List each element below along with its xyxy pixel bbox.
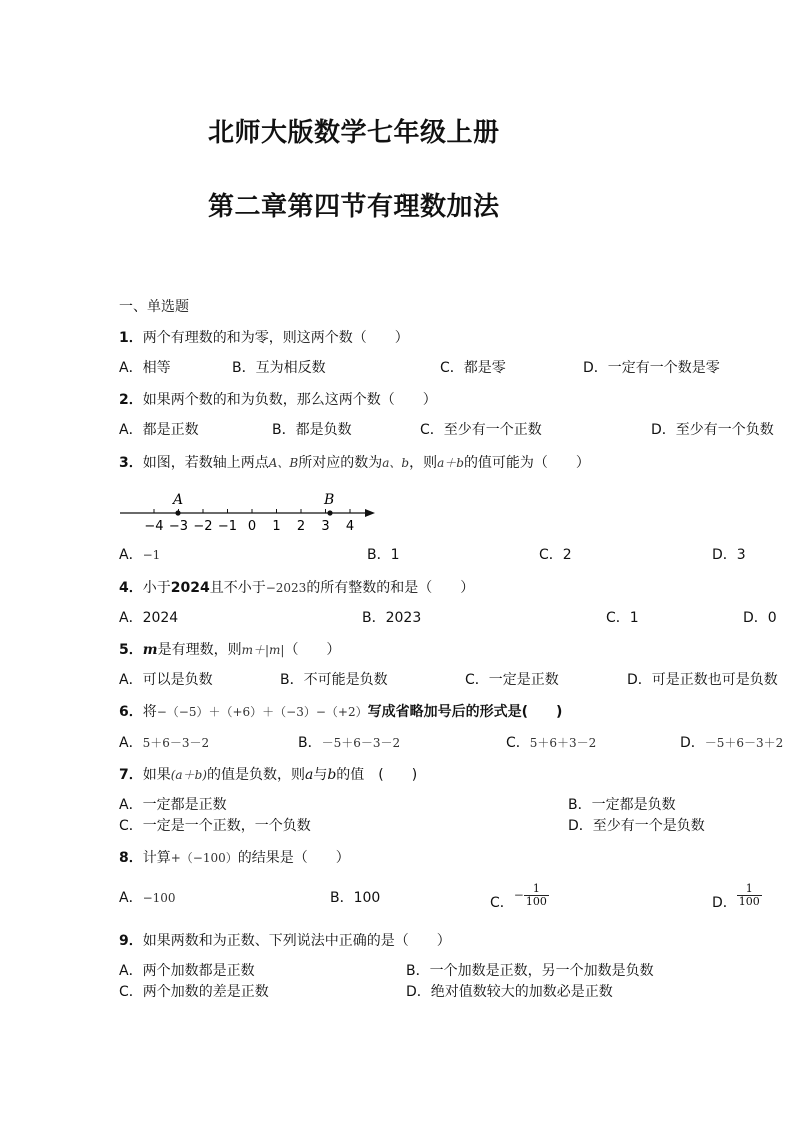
fraction-sign: − xyxy=(513,888,524,902)
question-text-mid2: ，则 xyxy=(409,455,438,471)
tick-label: −2 xyxy=(193,519,213,534)
option-letter: B． xyxy=(298,735,322,751)
option-letter: A． xyxy=(119,547,143,563)
q1-option-d[interactable]: D．一定有一个数是零 xyxy=(583,360,720,376)
q3-option-a[interactable] xyxy=(119,545,160,565)
question-number: 6． xyxy=(119,704,143,720)
tick-label: 3 xyxy=(321,519,330,534)
vars-expr: a、b xyxy=(382,456,410,470)
option-value: －5＋6－3－2 xyxy=(321,736,401,750)
tick-label: −4 xyxy=(144,519,164,534)
question-2 xyxy=(119,390,437,410)
q8-option-b[interactable]: B．100 xyxy=(330,890,381,906)
question-number: 8． xyxy=(119,850,143,866)
q2-option-d[interactable]: D．至少有一个负数 xyxy=(651,422,774,438)
fraction-denominator: 100 xyxy=(525,894,547,908)
sum-expr: a＋b xyxy=(437,456,464,470)
question-4 xyxy=(119,578,474,598)
q8-option-c[interactable] xyxy=(490,880,549,918)
question-text-pre: 将 xyxy=(142,704,157,720)
option-letter: A． xyxy=(119,890,143,906)
q4-option-c[interactable]: C．1 xyxy=(606,610,639,626)
q3-option-c[interactable]: C．2 xyxy=(539,547,572,563)
number-line-figure xyxy=(118,490,388,536)
question-text-pre: 计算 xyxy=(142,850,171,866)
q6-option-a[interactable] xyxy=(119,733,209,753)
q7-option-d[interactable]: D．至少有一个是负数 xyxy=(568,818,705,834)
tick-label: 1 xyxy=(272,519,281,534)
question-text: 两个有理数的和为零，则这两个数（ ） xyxy=(142,330,409,346)
question-text: 如果两数和为正数、下列说法中正确的是（ ） xyxy=(142,933,451,949)
question-5 xyxy=(119,640,340,660)
question-number: 1． xyxy=(119,330,143,346)
option-value: 5＋6－3－2 xyxy=(142,736,210,750)
option-letter: D． xyxy=(712,895,737,911)
question-text-post: 的值可能为（ ） xyxy=(463,455,590,471)
question-3 xyxy=(119,453,590,473)
q2-option-b[interactable]: B．都是负数 xyxy=(272,422,352,438)
point-a-dot xyxy=(175,510,180,515)
q9-option-d[interactable]: D．绝对值数较大的加数必是正数 xyxy=(406,984,613,1000)
tick-label: 4 xyxy=(345,519,355,534)
question-number: 2． xyxy=(119,392,143,408)
q3-option-b[interactable]: B．1 xyxy=(367,547,400,563)
tick-label: 0 xyxy=(247,519,257,534)
q7-option-b[interactable]: B．一定都是负数 xyxy=(568,797,676,813)
fraction-numerator: 1 xyxy=(737,883,762,896)
option-letter: D． xyxy=(680,735,705,751)
point-b-label: B xyxy=(324,492,335,508)
question-text: 如果两个数的和为负数，那么这两个数（ ） xyxy=(142,392,437,408)
q8-option-d[interactable] xyxy=(712,880,762,918)
option-value: 5＋6＋3－2 xyxy=(529,736,597,750)
question-8 xyxy=(119,848,350,868)
question-number: 5． xyxy=(119,642,143,658)
doc-title-line1: 北师大版数学七年级上册 xyxy=(208,118,500,148)
tick-label: −3 xyxy=(168,519,189,534)
doc-title-line2: 第二章第四节有理数加法 xyxy=(208,192,500,222)
expression: +（−100） xyxy=(170,851,238,865)
tick-label: −1 xyxy=(217,519,238,534)
option-value: －5＋6－3＋2 xyxy=(704,736,784,750)
question-text-mid: 的值是负数，则 xyxy=(206,767,305,783)
tick-label: 2 xyxy=(296,519,306,534)
q6-option-d[interactable] xyxy=(680,733,783,753)
q7-option-c[interactable]: C．一定是一个正数，一个负数 xyxy=(119,818,311,834)
q9-option-b[interactable]: B．一个加数是正数，另一个加数是负数 xyxy=(406,963,654,979)
q4-option-d[interactable]: D．0 xyxy=(743,610,777,626)
sum-expr: (a＋b) xyxy=(170,768,207,782)
q1-option-a[interactable]: A．相等 xyxy=(119,360,171,376)
q4-option-b[interactable]: B．2023 xyxy=(362,610,422,626)
q5-option-b[interactable]: B．不可能是负数 xyxy=(280,672,388,688)
option-letter: C． xyxy=(506,735,530,751)
q5-option-a[interactable]: A．可以是负数 xyxy=(119,672,213,688)
fraction-numerator: 1 xyxy=(524,883,549,896)
var-a: a xyxy=(304,767,314,783)
option-value: −100 xyxy=(142,891,176,905)
q4-option-a[interactable]: A．2024 xyxy=(119,610,179,626)
q5-option-d[interactable]: D．可是正数也可是负数 xyxy=(627,672,778,688)
q9-option-c[interactable]: C．两个加数的差是正数 xyxy=(119,984,269,1000)
question-text-post: 写成省略加号后的形式是( ) xyxy=(367,704,563,720)
q5-option-c[interactable]: C．一定是正数 xyxy=(465,672,559,688)
point-b-dot xyxy=(327,510,332,515)
question-text-mid: 所对应的数为 xyxy=(298,455,383,471)
var-m: m xyxy=(142,642,158,658)
q7-option-a[interactable]: A．一定都是正数 xyxy=(119,797,227,813)
question-number: 7． xyxy=(119,767,143,783)
q3-option-d[interactable]: D．3 xyxy=(712,547,746,563)
option-letter: C． xyxy=(490,895,514,911)
question-text-mid: 且不小于 xyxy=(209,580,266,596)
q1-option-b[interactable]: B．互为相反数 xyxy=(232,360,326,376)
bold-number: 2024 xyxy=(170,580,210,596)
fraction xyxy=(524,883,549,908)
option-letter: A． xyxy=(119,735,143,751)
question-text-pre: 是有理数，则 xyxy=(157,642,242,658)
question-number: 9． xyxy=(119,933,143,949)
question-number: 4． xyxy=(119,580,143,596)
var-b: b xyxy=(327,767,337,783)
question-1 xyxy=(119,328,409,348)
value-expr: −2023 xyxy=(265,581,307,595)
q9-option-a[interactable]: A．两个加数都是正数 xyxy=(119,963,255,979)
section-heading: 一、单选题 xyxy=(119,299,189,315)
question-text-yu: 与 xyxy=(313,767,328,783)
points-expr: A、B xyxy=(268,456,299,470)
q6-option-c[interactable] xyxy=(506,733,596,753)
question-7 xyxy=(119,765,417,785)
m-abs-expr: m＋|m| xyxy=(241,643,285,657)
q1-option-c[interactable]: C．都是零 xyxy=(440,360,506,376)
option-value: −1 xyxy=(142,548,161,562)
fraction xyxy=(737,883,762,908)
arrow-head-icon xyxy=(365,509,375,517)
q2-option-c[interactable]: C．至少有一个正数 xyxy=(420,422,542,438)
fraction-denominator: 100 xyxy=(738,894,760,908)
q6-option-b[interactable] xyxy=(298,733,400,753)
question-text-post: 的值 ( ) xyxy=(336,767,418,783)
expression: −（−5）＋（+6）＋（−3）−（+2） xyxy=(156,705,368,719)
question-text-pre: 小于 xyxy=(142,580,171,596)
question-6 xyxy=(119,702,562,722)
question-text-post: 的所有整数的和是（ ） xyxy=(306,580,475,596)
question-text-pre: 如果 xyxy=(142,767,171,783)
question-text-post: 的结果是（ ） xyxy=(237,850,350,866)
q8-option-a[interactable] xyxy=(119,888,176,908)
question-text-post: （ ） xyxy=(284,642,341,658)
point-a-label: A xyxy=(173,492,184,508)
question-number: 3． xyxy=(119,455,143,471)
question-9 xyxy=(119,931,451,951)
question-text-pre: 如图，若数轴上两点 xyxy=(142,455,269,471)
q2-option-a[interactable]: A．都是正数 xyxy=(119,422,199,438)
